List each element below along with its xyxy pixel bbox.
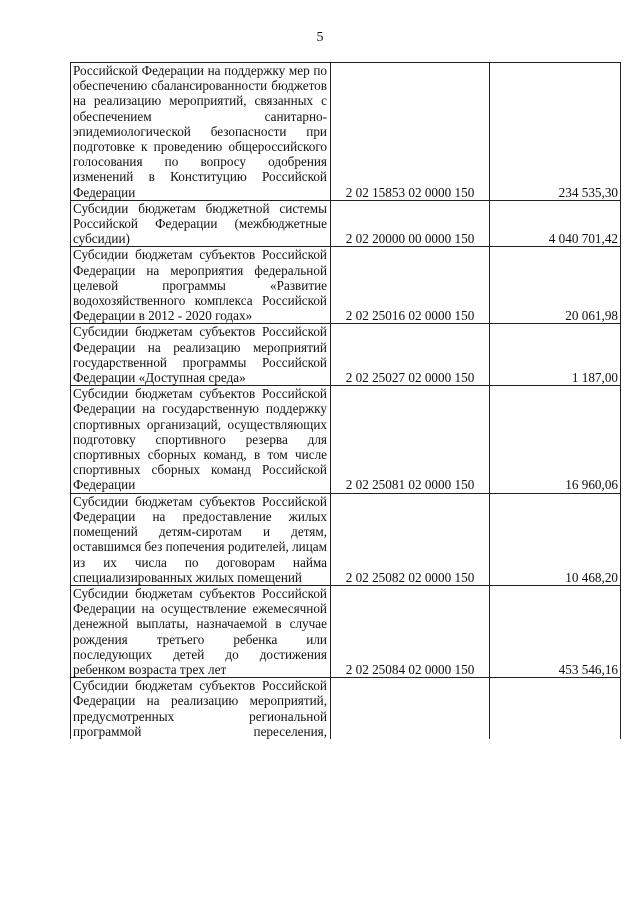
revenue-name: Субсидии бюджетам субъектов Российской Федерации на предоставление жилых помещений детям-сиротам и детям, оставшимся без попечения родителей, лицам из их числа по договорам найма специализированных жилых помещений <box>73 493 327 585</box>
table-body <box>71 63 621 739</box>
revenue-name: Субсидии бюджетам субъектов Российской Федерации на осуществление ежемесячной денежной выплаты, назначаемой в случае рождения третьего ребенка или последующих детей до достижения ребенком возраста трех лет <box>73 585 327 677</box>
table-row <box>71 585 621 677</box>
budget-code-cell: 2 02 25081 02 0000 150 <box>331 386 490 493</box>
amount-cell: 453 546,16 <box>490 585 621 677</box>
budget-code-cell: 2 02 25084 02 0000 150 <box>331 585 490 677</box>
amount-cell: 16 960,06 <box>490 386 621 493</box>
amount-cell: 4 040 701,42 <box>490 200 621 247</box>
table-row <box>71 247 621 324</box>
revenue-name: Субсидии бюджетам субъектов Российской Федерации на мероприятия федеральной целевой программы «Развитие водохозяйственного комплекса Российской Федерации в 2012 - 2020 годах» <box>73 247 327 324</box>
table-row <box>71 324 621 386</box>
revenue-name-cell <box>71 678 331 739</box>
revenue-name-cell <box>71 63 331 201</box>
amount-cell: 10 468,20 <box>490 493 621 585</box>
revenue-name-cell <box>71 585 331 677</box>
revenue-name-cell <box>71 493 331 585</box>
amount-cell: 1 187,00 <box>490 324 621 386</box>
budget-code-cell: 2 02 15853 02 0000 150 <box>331 63 490 201</box>
table-row <box>71 678 621 739</box>
table-row <box>71 63 621 201</box>
budget-code-cell <box>331 678 490 739</box>
revenue-name: Субсидии бюджетам субъектов Российской Федерации на реализацию мероприятий государственной программы Российской Федерации «Доступная среда» <box>73 324 327 386</box>
revenue-name: Субсидии бюджетам бюджетной системы Российской Федерации (межбюджетные субсидии) <box>73 200 327 247</box>
revenue-name-cell <box>71 324 331 386</box>
revenue-name-cell <box>71 200 331 247</box>
amount-cell: 20 061,98 <box>490 247 621 324</box>
budget-code-cell: 2 02 25027 02 0000 150 <box>331 324 490 386</box>
amount-cell: 234 535,30 <box>490 63 621 201</box>
budget-code-cell: 2 02 25082 02 0000 150 <box>331 493 490 585</box>
amount-cell <box>490 678 621 739</box>
revenue-name-cell <box>71 386 331 493</box>
revenue-name: Субсидии бюджетам субъектов Российской Федерации на реализацию мероприятий, предусмотренных региональной программой переселения, <box>73 678 327 739</box>
table-row <box>71 200 621 247</box>
revenue-name: Российской Федерации на поддержку мер по обеспечению сбалансированности бюджетов на реализацию мероприятий, связанных с обеспечением санитарно-эпидемиологической безопасности при подготовке к проведению общероссийского голосования по вопросу одобрения изменений в Конституцию Российской Федерации <box>73 63 327 200</box>
table-row <box>71 493 621 585</box>
table-row <box>71 386 621 493</box>
revenue-name: Субсидии бюджетам субъектов Российской Федерации на государственную поддержку спортивных организаций, осуществляющих подготовку спортивного резерва для спортивных сборных команд, в том числе спортивных сборных команд Российской Федерации <box>73 386 327 493</box>
budget-revenue-table <box>70 62 621 739</box>
page-number: 5 <box>316 30 324 45</box>
revenue-name-cell <box>71 247 331 324</box>
budget-code-cell: 2 02 20000 00 0000 150 <box>331 200 490 247</box>
budget-code-cell: 2 02 25016 02 0000 150 <box>331 247 490 324</box>
